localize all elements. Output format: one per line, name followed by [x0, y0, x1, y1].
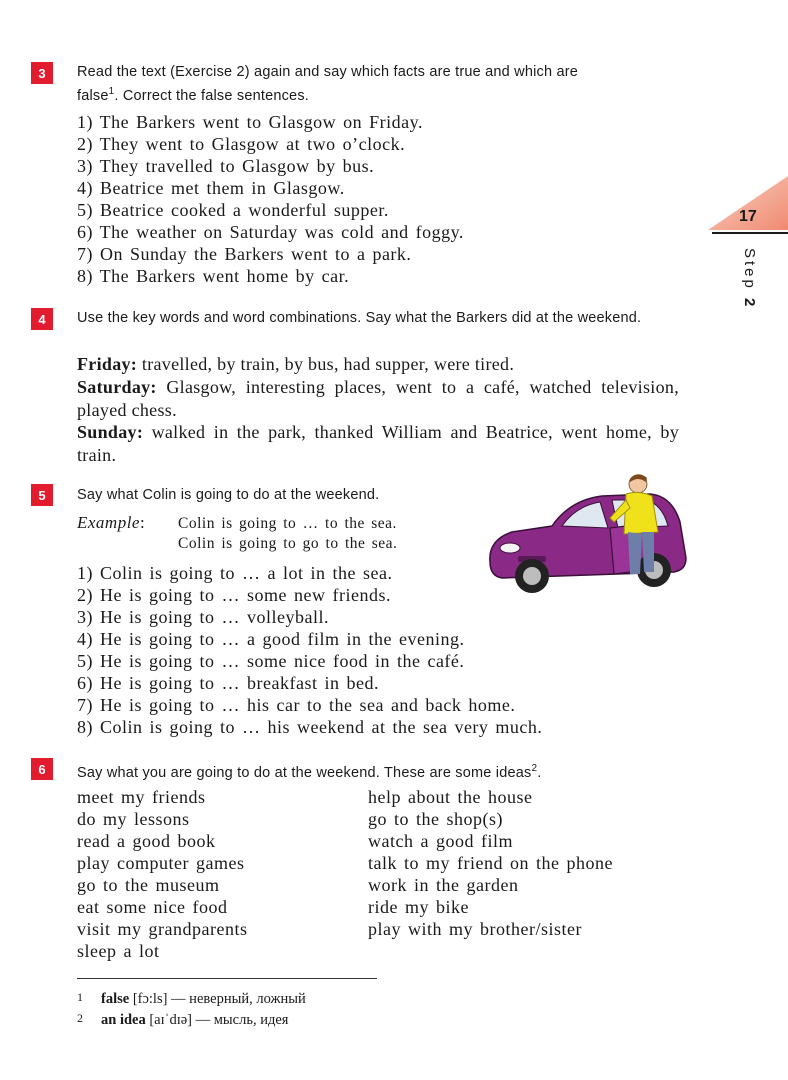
idea-item: read a good book [77, 831, 216, 851]
idea-item: go to the shop(s) [368, 809, 503, 829]
list-item: 4) He is going to … a good film in the evening. [77, 629, 465, 649]
idea-item: play computer games [77, 853, 245, 873]
step-label: Step 2 [741, 248, 758, 310]
list-item: 5) He is going to … some nice food in the café. [77, 651, 465, 671]
exercise-4-day-friday: Friday: travelled, by train, by bus, had supper, were tired. [77, 354, 515, 374]
list-item: 1) The Barkers went to Glasgow on Friday. [77, 112, 423, 132]
example-label: Example: [77, 513, 146, 532]
example-line-2: Colin is going to go to the sea. [178, 535, 398, 552]
car-illustration [482, 470, 690, 600]
exercise-5-badge: 5 [31, 484, 53, 506]
exercise-4-badge: 4 [31, 308, 53, 330]
list-item: 1) Colin is going to … a lot in the sea. [77, 563, 393, 583]
idea-item: talk to my friend on the phone [368, 853, 613, 873]
exercise-3-list [77, 111, 464, 287]
list-item: 7) He is going to … his car to the sea and back home. [77, 695, 516, 715]
footnote-2: 2 an idea [aɪˈdɪə] — мысль, идея [77, 1011, 289, 1028]
idea-item: ride my bike [368, 897, 469, 917]
list-item: 8) The Barkers went home by car. [77, 266, 350, 286]
ideas-right-column [368, 786, 613, 940]
idea-item: watch a good film [368, 831, 513, 851]
exercise-4-day-saturday: Saturday: Glasgow, interesting places, went to a café, watched television, played chess. [77, 377, 679, 420]
page-number-rule [712, 232, 788, 234]
page-number: 17 [739, 208, 757, 225]
idea-item: work in the garden [368, 875, 519, 895]
exercise-4-instruction: Use the key words and word combinations. Say what the Barkers did at the weekend. [77, 310, 642, 326]
list-item: 5) Beatrice cooked a wonderful supper. [77, 200, 389, 220]
list-item: 4) Beatrice met them in Glasgow. [77, 178, 345, 198]
footnote-divider [77, 978, 377, 979]
exercise-4-day-sunday: Sunday: walked in the park, thanked William and Beatrice, went home, by train. [77, 422, 679, 465]
list-item: 2) He is going to … some new friends. [77, 585, 391, 605]
idea-item: do my lessons [77, 809, 190, 829]
example-line-1: Colin is going to … to the sea. [178, 515, 397, 532]
footnote-1: 1 false [fɔ:ls] — неверный, ложный [77, 990, 306, 1007]
idea-item: eat some nice food [77, 897, 228, 917]
exercise-6-instruction: Say what you are going to do at the weekend. These are some ideas$^2$. [77, 763, 542, 781]
exercise-6-badge: 6 [31, 758, 53, 780]
idea-item: sleep a lot [77, 941, 160, 961]
exercise-5-list [77, 562, 542, 738]
idea-item: go to the museum [77, 875, 220, 895]
idea-item: help about the house [368, 787, 533, 807]
list-item: 6) The weather on Saturday was cold and foggy. [77, 222, 464, 242]
idea-item: play with my brother/sister [368, 919, 582, 939]
idea-item: visit my grandparents [77, 919, 248, 939]
exercise-3-instruction: Read the text (Exercise 2) again and say which facts are true and which are false$^1$. Correct the false sentences. [77, 64, 579, 104]
exercise-5-instruction: Say what Colin is going to do at the weekend. [77, 487, 380, 503]
list-item: 6) He is going to … breakfast in bed. [77, 673, 379, 693]
list-item: 3) They travelled to Glasgow by bus. [77, 156, 375, 176]
list-item: 3) He is going to … volleyball. [77, 607, 329, 627]
list-item: 2) They went to Glasgow at two o’clock. [77, 134, 406, 154]
list-item: 8) Colin is going to … his weekend at the sea very much. [77, 717, 543, 737]
ideas-left-column [77, 786, 247, 962]
idea-item: meet my friends [77, 787, 206, 807]
exercise-3-badge: 3 [31, 62, 53, 84]
list-item: 7) On Sunday the Barkers went to a park. [77, 244, 412, 264]
